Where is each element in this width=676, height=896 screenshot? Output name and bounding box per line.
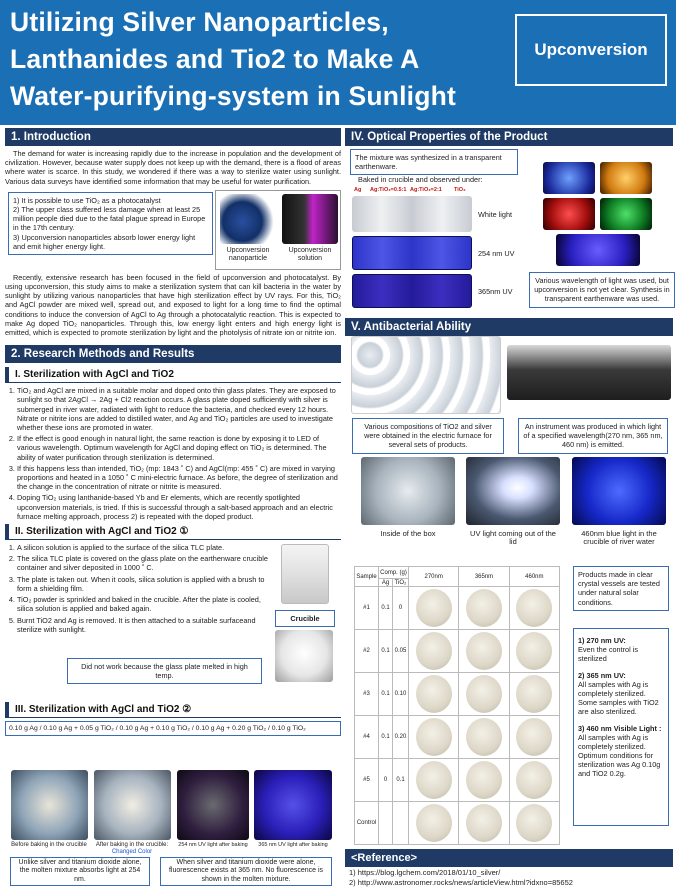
table-row xyxy=(355,716,560,759)
cell-ag xyxy=(379,802,393,845)
upconversion-figure xyxy=(215,190,341,270)
table-row xyxy=(355,759,560,802)
optical-note: Various wavelength of light was used, but upconversion is not yet clear. Synthesis in transparent earthenware was used. xyxy=(529,272,675,308)
poster-title xyxy=(10,4,505,115)
before-caption: Before baking in the crucible xyxy=(11,842,87,848)
dish-cell xyxy=(459,587,509,630)
tested-note: Products made in clear crystal vessels are tested under natural solar conditions. xyxy=(573,566,669,611)
cell-tio2: 0 xyxy=(393,587,409,630)
dish-cell xyxy=(409,802,459,845)
petri-dish-image xyxy=(466,761,502,799)
intro-paragraph-1: The demand for water is increasing rapidly due to the increase in population and the development of civilization. However, because water supply does not keep up with the demand, there is a flood of areas where water is scarce. In this study, we wondered if there was a way to sterilize water using sunlight. Various data surveys have identified some information that may be useful for water purification. xyxy=(5,149,341,186)
solution-caption: Upconversion solution xyxy=(288,246,332,263)
result-270-heading: 1) 270 nm UV: xyxy=(578,636,626,645)
dish-cell xyxy=(509,587,559,630)
title-line-2: Lanthanides and Tio2 to Make A xyxy=(10,44,420,74)
petri-dish-image xyxy=(516,675,552,713)
cell-sample: #5 xyxy=(355,759,379,802)
table-row xyxy=(355,802,560,845)
petri-dish-image xyxy=(466,718,502,756)
instrument-image xyxy=(507,345,671,400)
failure-note: Did not work because the glass plate melted in high temp. xyxy=(67,658,262,684)
dish-cell xyxy=(509,802,559,845)
title-line-3: Water-purifying-system in Sunlight xyxy=(10,81,457,111)
blue-crucible-image xyxy=(572,457,666,525)
dish-cell xyxy=(409,630,459,673)
petri-dish-image xyxy=(416,675,452,713)
row-label-254: 254 nm UV xyxy=(478,249,515,258)
right-column xyxy=(345,128,673,146)
facts-box xyxy=(8,192,213,255)
cell-tio2: 0.10 xyxy=(393,673,409,716)
changed-color-caption: Changed Color xyxy=(111,849,153,855)
petri-dish-image xyxy=(416,632,452,670)
table-row xyxy=(355,630,560,673)
cell-tio2: 0.1 xyxy=(393,759,409,802)
petri-dish-image xyxy=(466,589,502,627)
cell-sample: #4 xyxy=(355,716,379,759)
intro-heading: 1. Introduction xyxy=(5,128,341,146)
crucible-label: Crucible xyxy=(275,610,335,627)
blue-glow-image xyxy=(543,162,595,194)
uv254-image xyxy=(177,770,249,840)
result-365-heading: 2) 365 nm UV: xyxy=(578,671,626,680)
dish-cell xyxy=(409,673,459,716)
cell-ag: 0 xyxy=(379,759,393,802)
sample-label-tio2: TiO₂ xyxy=(454,187,466,193)
uv254-caption: 254 nm UV light after baking xyxy=(178,842,248,848)
nanoparticle-caption: Upconversion nanoparticle xyxy=(226,246,270,263)
poster-header xyxy=(0,0,676,125)
sample-label-ag-tio2-05: Ag:TiO₂=0.5:1 xyxy=(370,187,407,193)
compositions-note: Various compositions of TiO2 and silver were obtained in the electric furnace for several sets of products. xyxy=(352,418,504,454)
orange-glow-image xyxy=(600,162,652,194)
dish-cell xyxy=(459,759,509,802)
reference-2: 2) http://www.astronomer.rocks/news/articleView.html?idxno=85652 xyxy=(349,878,573,887)
cell-sample: Control xyxy=(355,802,379,845)
mixture-compositions: 0.10 g Ag / 0.10 g Ag + 0.05 g TiO₂ / 0.10 g Ag + 0.10 g TiO₂ / 0.10 g Ag + 0.20 g TiO₂ / 0.10 g TiO₂ xyxy=(5,721,341,736)
table-row xyxy=(355,673,560,716)
step-5: 5. Burnt TiO2 and Ag is removed. It is then attached to a suitable surfaceand sterilize with sunlight. xyxy=(17,616,275,634)
result-460-heading: 3) 460 nm Visible Light : xyxy=(578,724,662,733)
sample-label-ag: Ag xyxy=(354,187,362,193)
reference-1: 1) https://blog.lgchem.com/2018/01/10_silver/ xyxy=(349,868,501,877)
petri-dish-image xyxy=(466,632,502,670)
caption-uv-lid: UV light coming out of the lid xyxy=(470,529,556,547)
step-3: 3. If this happens less than intended, TiO₂ (mp: 1843 ˚ C) and AgCl(mp: 455 ˚ C) are mixed in varying proportions and heated in a 1050 ˚ C mini-electric furnace. As before, the degree of sterilization and the change in the concentration of nitrate or nitrite is measured. xyxy=(17,464,341,492)
dish-cell xyxy=(459,630,509,673)
th-comp: Comp. (g) xyxy=(379,567,409,579)
red-glow-image xyxy=(543,198,595,230)
fact-2: 2) The upper class suffered less damage when at least 25 million people died due to the fatal plague spread in Europe in the 17th century. xyxy=(13,205,206,233)
note-254: Unlike silver and titanium dioxide alone, the molten mixture absorbs light at 254 nm. xyxy=(10,857,150,886)
title-line-1: Utilizing Silver Nanoparticles, xyxy=(10,7,389,37)
topic-tag: Upconversion xyxy=(515,14,667,86)
fact-1: 1) It is possible to use TiO₂ as a photocatalyst xyxy=(13,195,161,205)
methods-heading: 2. Research Methods and Results xyxy=(5,345,341,363)
dish-cell xyxy=(459,673,509,716)
caption-box-inside: Inside of the box xyxy=(380,529,436,538)
references-list xyxy=(349,868,673,888)
box-inside-image xyxy=(361,457,455,525)
sterilization-2-heading: II. Sterilization with AgCl and TiO2 ① xyxy=(5,524,341,540)
cell-sample: #3 xyxy=(355,673,379,716)
dish-cell xyxy=(509,759,559,802)
nanoparticle-image xyxy=(220,194,276,244)
result-365-text: All samples with Ag is completely sterilized. Some samples with TiO2 are also sterilized. xyxy=(578,680,659,716)
result-270-text: Even the control is sterilized xyxy=(578,645,639,663)
before-baking-image xyxy=(11,770,88,840)
petri-dish-image xyxy=(516,632,552,670)
cell-tio2 xyxy=(393,802,409,845)
after-baking-image xyxy=(94,770,171,840)
sterilization-3-heading: III. Sterilization with AgCl and TiO2 ② xyxy=(5,702,341,718)
sterilization-1-steps xyxy=(5,386,341,521)
cell-ag: 0.1 xyxy=(379,587,393,630)
th-ag: Ag xyxy=(379,579,393,587)
result-460-text: All samples with Ag is completely sterilized. Optimum conditions for sterilization was Ag 0.10g and TiO2 0.2g. xyxy=(578,733,661,778)
white-light-image xyxy=(352,196,472,232)
solution-image xyxy=(282,194,338,244)
step-1: 1. TiO₂ and AgCl are mixed in a suitable molar and doped onto thin glass plates. They are exposed to sunlight so that 2AgCl → 2Ag + Cl2 reaction occurs. A glass plate doped sufficiently with silver is submerged in river water, radiated with light to reduce the bacteria, and checked every 12 hours. Nitrate or nitrite ions are added to distilled water, and Ag and TiO₂ particles are used to investigate whether these ions are promoted in water. xyxy=(17,386,341,432)
uv365-caption: 365 nm UV light after baking xyxy=(258,842,328,848)
step-2: 2. The silica TLC plate is covered on the glass plate on the earthenware crucible container and silver deposited in 1000 ˚ C. xyxy=(17,554,275,572)
cell-tio2: 0.05 xyxy=(393,630,409,673)
th-460: 460nm xyxy=(509,567,559,587)
instrument-note: An instrument was produced in which light of a specified wavelength(270 nm, 365 nm, 460 nm) is emitted. xyxy=(518,418,668,454)
baked-label: Baked in crucible and observed under: xyxy=(358,175,483,184)
violet-glow-image xyxy=(556,234,640,266)
row-label-365: 365nm UV xyxy=(478,287,513,296)
optical-heading: IV. Optical Properties of the Product xyxy=(345,128,673,146)
furnace-image xyxy=(281,544,329,604)
antibacterial-heading: V. Antibacterial Ability xyxy=(345,318,673,336)
cell-ag: 0.1 xyxy=(379,716,393,759)
sterilization-2-steps xyxy=(5,543,275,636)
th-tio2: TiO₂ xyxy=(393,579,409,587)
cell-ag: 0.1 xyxy=(379,673,393,716)
step-4: 4. Doping TiO₂ using lanthanide-based Yb and Er elements, which are recently spotlighted upconversion materials, is tried. If this is successful through a salt-based approach and an electric furnace melting approach, process 2) is repeated with the doped product. xyxy=(17,493,341,521)
sterilization-1-heading: I. Sterilization with AgCl and TiO2 xyxy=(5,367,341,383)
dish-cell xyxy=(509,630,559,673)
uv254-rings-image xyxy=(352,236,472,270)
cell-sample: #2 xyxy=(355,630,379,673)
dish-cell xyxy=(459,802,509,845)
uv-lid-image xyxy=(466,457,560,525)
caption-blue-crucible: 460nm blue light in the crucible of river water xyxy=(581,529,657,547)
product-crucibles-image xyxy=(351,336,501,414)
step-4: 4. TiO₂ powder is sprinkled and baked in the crucible. After the plate is cooled, silica solution is applied and baked again. xyxy=(17,595,275,613)
petri-dish-image xyxy=(466,804,502,842)
petri-dish-image xyxy=(466,675,502,713)
step-2: 2. If the effect is good enough in natural light, the same reaction is done by exposing it to LED of various wavelength. Optimum wavelength for AgCl and doping effect on TiO₂ is determined. The ability of water purification through sterilization is determined. xyxy=(17,434,341,462)
step-3: 3. The plate is taken out. When it cools, silica solution is applied with a brush to form a shielding film. xyxy=(17,575,275,593)
table-row xyxy=(355,587,560,630)
dish-cell xyxy=(509,716,559,759)
step-1: 1. A silicon solution is applied to the surface of the silica TLC plate. xyxy=(17,543,275,552)
optical-synthesis-note: The mixture was synthesized in a transparent earthenware. xyxy=(350,149,518,175)
dish-cell xyxy=(459,716,509,759)
th-sample: Sample xyxy=(355,567,379,587)
references-heading: <Reference> xyxy=(345,849,673,867)
green-glow-image xyxy=(600,198,652,230)
petri-dish-image xyxy=(416,589,452,627)
sterilization-results-table xyxy=(354,566,560,845)
crucible-image xyxy=(275,630,333,682)
th-365: 365nm xyxy=(459,567,509,587)
intro-paragraph-2: Recently, extensive research has been focused in the field of upconversion and photocatalyst. By using upconversion, this study aims to make a sterilization system that can kill bacteria in the water by sunlight by utilizing various nanoparticles that have high sterilization effect by UV rays. For this, TiO₂ and AgCl powder are mixed well, spread out, and exposed to light for a long time to find the optimal conditions to induce the conversion of AgCl to Ag through a photocatalytic reaction. This is expected to make Ag doped TiO₂ nanoparticles. Through this, low energy light enters and high energy light is emitted, which is expected to promote sterilization by light and the photolysis of nitrate ion or nitrite ion. xyxy=(5,272,341,338)
petri-dish-image xyxy=(516,804,552,842)
after-caption: After baking in the crucible: xyxy=(95,842,169,848)
petri-dish-image xyxy=(516,718,552,756)
dish-cell xyxy=(409,587,459,630)
note-365: When silver and titanium dioxide were alone, fluorescence exists at 365 nm. No fluorescence is shown in the molten mixture. xyxy=(160,857,332,886)
fact-3: 3) Upconversion nanoparticles absorb lower energy light and emit higher energy light. xyxy=(13,232,196,251)
cell-tio2: 0.20 xyxy=(393,716,409,759)
petri-dish-image xyxy=(416,804,452,842)
th-270: 270nm xyxy=(409,567,459,587)
cell-sample: #1 xyxy=(355,587,379,630)
row-label-white: White light xyxy=(478,210,513,219)
uv365-rings-image xyxy=(352,274,472,308)
sample-label-ag-tio2-2: Ag:TiO₂=2:1 xyxy=(410,187,442,193)
dish-cell xyxy=(509,673,559,716)
petri-dish-image xyxy=(516,589,552,627)
petri-dish-image xyxy=(416,761,452,799)
cell-ag: 0.1 xyxy=(379,630,393,673)
petri-dish-image xyxy=(416,718,452,756)
left-column xyxy=(5,128,341,736)
dish-cell xyxy=(409,759,459,802)
results-box xyxy=(573,628,669,826)
petri-dish-image xyxy=(516,761,552,799)
dish-cell xyxy=(409,716,459,759)
uv365-image xyxy=(254,770,332,840)
